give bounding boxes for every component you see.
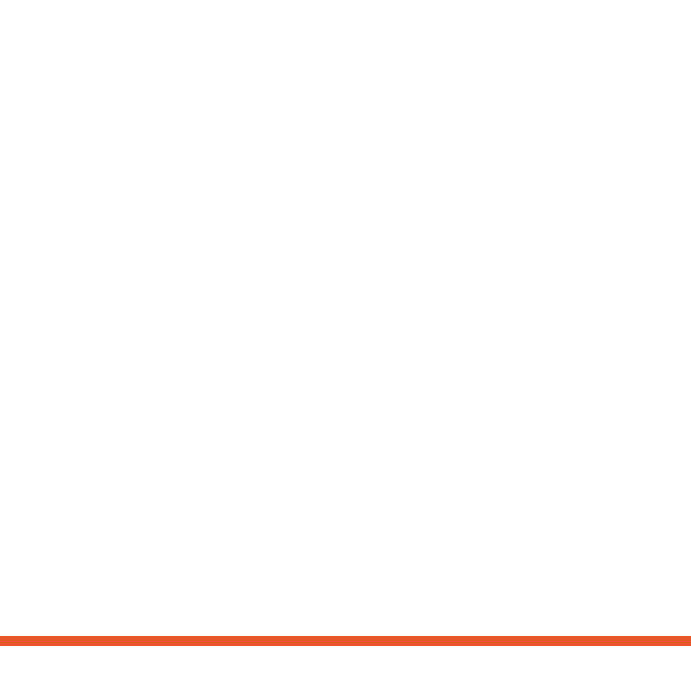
- accent-footer-bar: [0, 636, 691, 646]
